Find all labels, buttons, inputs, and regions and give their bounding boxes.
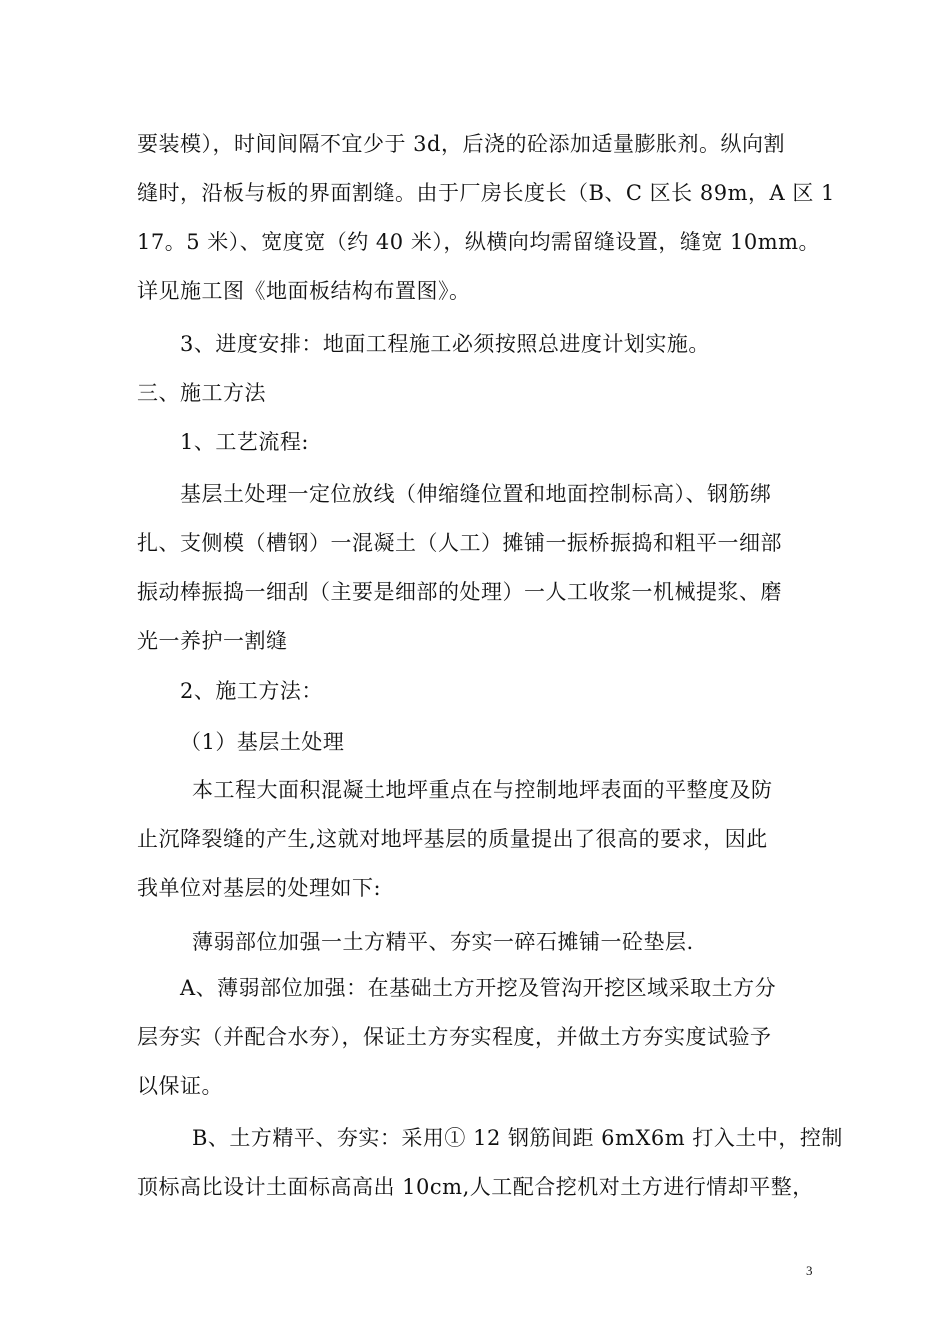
text-line: 要装模），时间间隔不宜少于 3d，后浇的砼添加适量膨胀剂。纵向割 bbox=[137, 132, 785, 156]
text-line: 缝时，沿板与板的界面割缝。由于厂房长度长（B、C 区长 89m，A 区 1 bbox=[137, 181, 835, 205]
text-line: 详见施工图《地面板结构布置图》。 bbox=[137, 279, 471, 303]
text-line: 振动棒振捣一细刮（主要是细部的处理）一人工收浆一机械提浆、磨 bbox=[137, 580, 782, 604]
section-heading: 三、施工方法 bbox=[137, 381, 266, 405]
text-line: 17。5 米）、宽度宽（约 40 米），纵横向均需留缝设置，缝宽 10mm。 bbox=[137, 230, 821, 254]
page-number: 3 bbox=[806, 1263, 813, 1278]
text-line: A、薄弱部位加强：在基础土方开挖及管沟开挖区域采取土方分 bbox=[180, 976, 777, 1000]
text-line: 止沉降裂缝的产生,这就对地坪基层的质量提出了很高的要求，因此 bbox=[137, 827, 768, 851]
subsection-heading: （1）基层土处理 bbox=[180, 730, 345, 754]
text-line: 层夯实（并配合水夯），保证土方夯实程度，并做土方夯实度试验予 bbox=[137, 1025, 772, 1049]
text-line: 我单位对基层的处理如下: bbox=[137, 876, 382, 900]
subsection-heading: 2、施工方法： bbox=[180, 679, 323, 703]
text-line: 以保证。 bbox=[137, 1074, 223, 1098]
text-line: 本工程大面积混凝土地坪重点在与控制地坪表面的平整度及防 bbox=[192, 778, 773, 802]
subsection-heading: 1、工艺流程: bbox=[180, 430, 309, 454]
text-line: 光一养护一割缝 bbox=[137, 629, 288, 653]
text-line: 3、进度安排：地面工程施工必须按照总进度计划实施。 bbox=[180, 332, 710, 356]
text-line: B、土方精平、夯实：采用① 12 钢筋间距 6mX6m 打入土中，控制 bbox=[192, 1126, 843, 1150]
text-line: 基层土处理一定位放线（伸缩缝位置和地面控制标高）、钢筋绑 bbox=[180, 482, 772, 506]
text-line: 扎、支侧模（槽钢）一混凝土（人工）摊铺一振桥振捣和粗平一细部 bbox=[137, 531, 782, 555]
text-line: 薄弱部位加强一土方精平、夯实一碎石摊铺一砼垫层. bbox=[192, 930, 694, 954]
text-line: 顶标高比设计土面标高高出 10cm,人工配合挖机对土方进行情却平整， bbox=[137, 1175, 814, 1199]
